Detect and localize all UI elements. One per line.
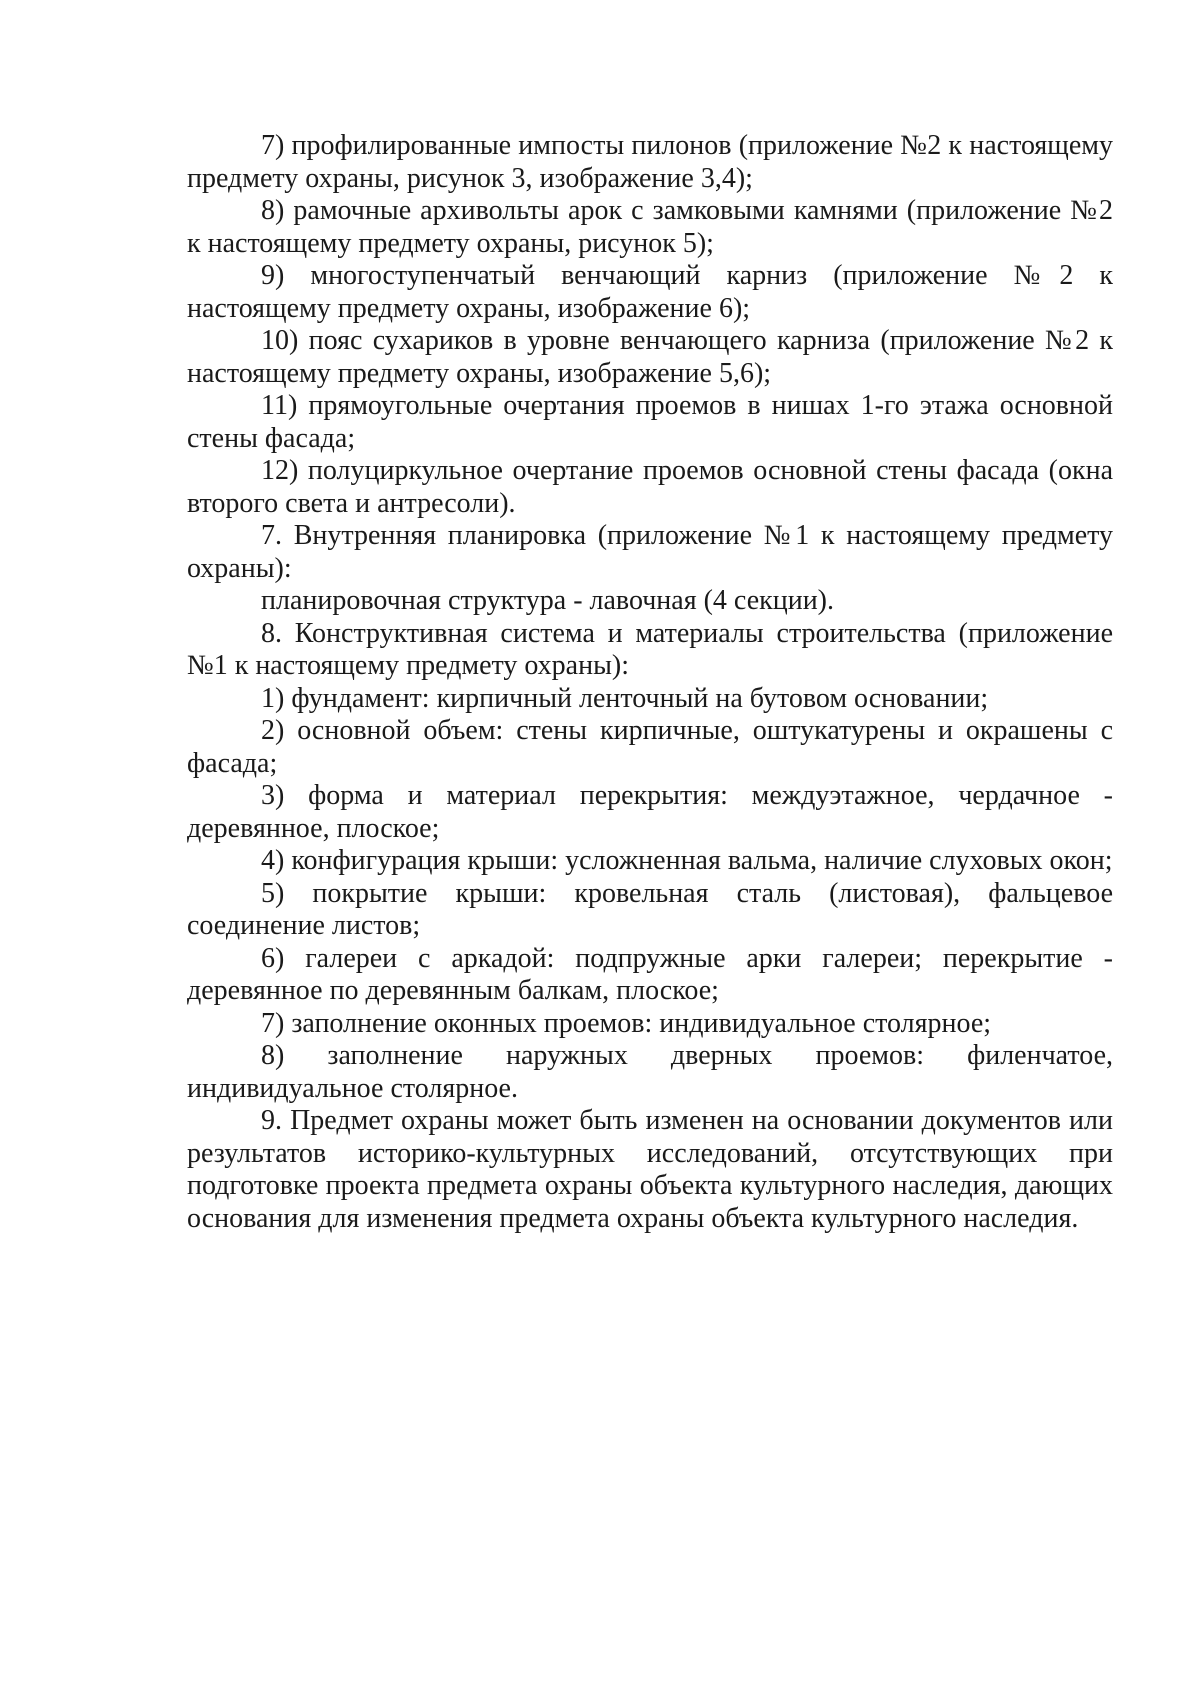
paragraph-item-11-rectangular-openings: 11) прямоугольные очертания проемов в нишах 1-го этажа основной стены фасада; [187, 390, 1113, 454]
paragraph-item-2-main-volume: 2) основной объем: стены кирпичные, оштукатурены и окрашены с фасада; [187, 715, 1113, 779]
paragraph-item-4-roof-configuration: 4) конфигурация крыши: усложненная вальма, наличие слуховых окон; [261, 845, 1113, 876]
paragraph-item-5-roof-covering: 5) покрытие крыши: кровельная сталь (листовая), фальцевое соединение листов; [187, 877, 1113, 941]
paragraph-item-10-dentil-belt: 10) пояс сухариков в уровне венчающего карниза (приложение №2 к настоящему предмету охраны, изображение 5,6); [187, 325, 1113, 389]
paragraph-item-3-floors: 3) форма и материал перекрытия: междуэтажное, чердачное - деревянное, плоское; [187, 780, 1113, 844]
paragraph-item-12-semicircular-openings: 12) полуциркульное очертание проемов основной стены фасада (окна второго света и антресоли). [187, 455, 1113, 519]
document-body [187, 130, 1113, 1235]
paragraph-section-7-interior-layout: 7. Внутренняя планировка (приложение №1 к настоящему предмету охраны): [187, 520, 1113, 584]
paragraph-item-8-door-filling: 8) заполнение наружных дверных проемов: филенчатое, индивидуальное столярное. [187, 1040, 1113, 1104]
paragraph-item-7-window-filling: 7) заполнение оконных проемов: индивидуальное столярное; [261, 1007, 992, 1039]
paragraph-item-6-galleries: 6) галереи с аркадой: подпружные арки галереи; перекрытие - деревянное по деревянным балкам, плоское; [187, 942, 1113, 1006]
paragraph-layout-structure: планировочная структура - лавочная (4 секции). [261, 585, 835, 616]
paragraph-section-8-construction-system: 8. Конструктивная система и материалы строительства (приложение №1 к настоящему предмету охраны): [187, 617, 1113, 681]
paragraph-item-1-foundation: 1) фундамент: кирпичный ленточный на бутовом основании; [261, 682, 989, 714]
paragraph-item-9-cornice: 9) многоступенчатый венчающий карниз (приложение №2 к настоящему предмету охраны, изображение 6); [187, 260, 1113, 324]
paragraph-item-7-imposts: 7) профилированные импосты пилонов (приложение №2 к настоящему предмету охраны, рисунок 3, изображение 3,4); [187, 130, 1113, 194]
paragraph-item-8-archivolts: 8) рамочные архивольты арок с замковыми камнями (приложение №2 к настоящему предмету охраны, рисунок 5); [187, 195, 1113, 259]
paragraph-section-9-protection-subject: 9. Предмет охраны может быть изменен на основании документов или результатов историко-культурных исследований, отсутствующих при подготовке проекта предмета охраны объекта культурного наследия, дающих основания для изменения предмета охраны объекта культурного наследия. [187, 1105, 1113, 1234]
